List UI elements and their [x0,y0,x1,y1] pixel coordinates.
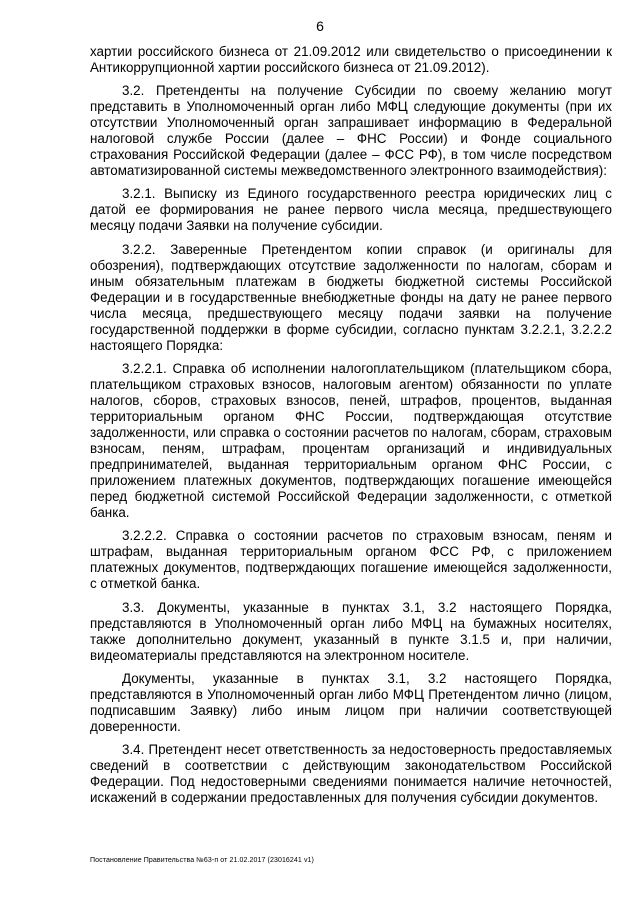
paragraph-3-2-1: 3.2.1. Выписку из Единого государственного реестра юридических лиц с датой ее формирования не ранее первого числа месяца, предшествующего месяцу подачи Заявки на получение субсидии. [90,186,612,234]
footer-reference: Постановление Правительства №63-п от 21.02.2017 (23016241 v1) [90,857,314,864]
paragraph-3-3: 3.3. Документы, указанные в пунктах 3.1, 3.2 настоящего Порядка, представляются в Уполномоченный орган либо МФЦ на бумажных носителях, также дополнительно документ, указанный в пункте 3.1.5 и, при наличии, видеоматериалы представляются на электронном носителе. [90,599,612,663]
paragraph-continuation: хартии российского бизнеса от 21.09.2012 или свидетельство о присоединении к Антикоррупционной хартии российского бизнеса от 21.09.2012). [90,44,612,76]
paragraph-3-2-2-2: 3.2.2.2. Справка о состоянии расчетов по страховым взносам, пеням и штрафам, выданная территориальным органом ФСС РФ, с приложением платежных документов, подтверждающих погашение имеющейся задолженности, с отметкой банка. [90,528,612,592]
paragraph-documents: Документы, указанные в пунктах 3.1, 3.2 настоящего Порядка, представляются в Уполномоченный орган либо МФЦ Претендентом лично (лицом, подписавшим Заявку) либо иным лицом при наличии соответствующей доверенности. [90,670,612,734]
paragraph-3-2-2-1: 3.2.2.1. Справка об исполнении налогоплательщиком (плательщиком сбора, плательщиком страховых взносов, налоговым агентом) обязанности по уплате налогов, сборов, страховых взносов, пеней, штрафов, процентов, выданная территориальным органом ФНС России, подтверждающая отсутствие задолженности, или справка о состоянии расчетов по налогам, сборам, страховым взносам, пеням, штрафам, процентам организаций и индивидуальных предпринимателей, выданная территориальным органом ФНС России, с приложением платежных документов, подтверждающих погашение имеющейся перед бюджетной системой Российской Федерации задолженности, с отметкой банка. [90,360,612,521]
paragraph-3-2: 3.2. Претенденты на получение Субсидии по своему желанию могут представить в Уполномоченный орган либо МФЦ следующие документы (при их отсутствии Уполномоченный орган запрашивает информацию в Федеральной налоговой службе России (далее – ФНС России) и Фонде социального страхования Российской Федерации (далее – ФСС РФ), в том числе посредством автоматизированной системы межведомственного электронного взаимодействия): [90,83,612,179]
page-number: 6 [316,18,324,34]
paragraph-3-2-2: 3.2.2. Заверенные Претендентом копии справок (и оригиналы для обозрения), подтверждающих отсутствие задолженности по налогам, сборам и иным обязательным платежам в бюджеты бюджетной системы Российской Федерации и в государственные внебюджетные фонды на дату не ранее первого числа месяца, предшествующего месяцу подачи заявки на получение государственной поддержки в форме субсидии, согласно пунктам 3.2.2.1, 3.2.2.2 настоящего Порядка: [90,241,612,353]
paragraph-3-4: 3.4. Претендент несет ответственность за недостоверность предоставляемых сведений в соответствии с действующим законодательством Российской Федерации. Под недостоверными сведениями понимается наличие неточностей, искажений в содержании предоставленных для получения субсидии документов. [90,741,612,806]
document-body [90,44,612,813]
